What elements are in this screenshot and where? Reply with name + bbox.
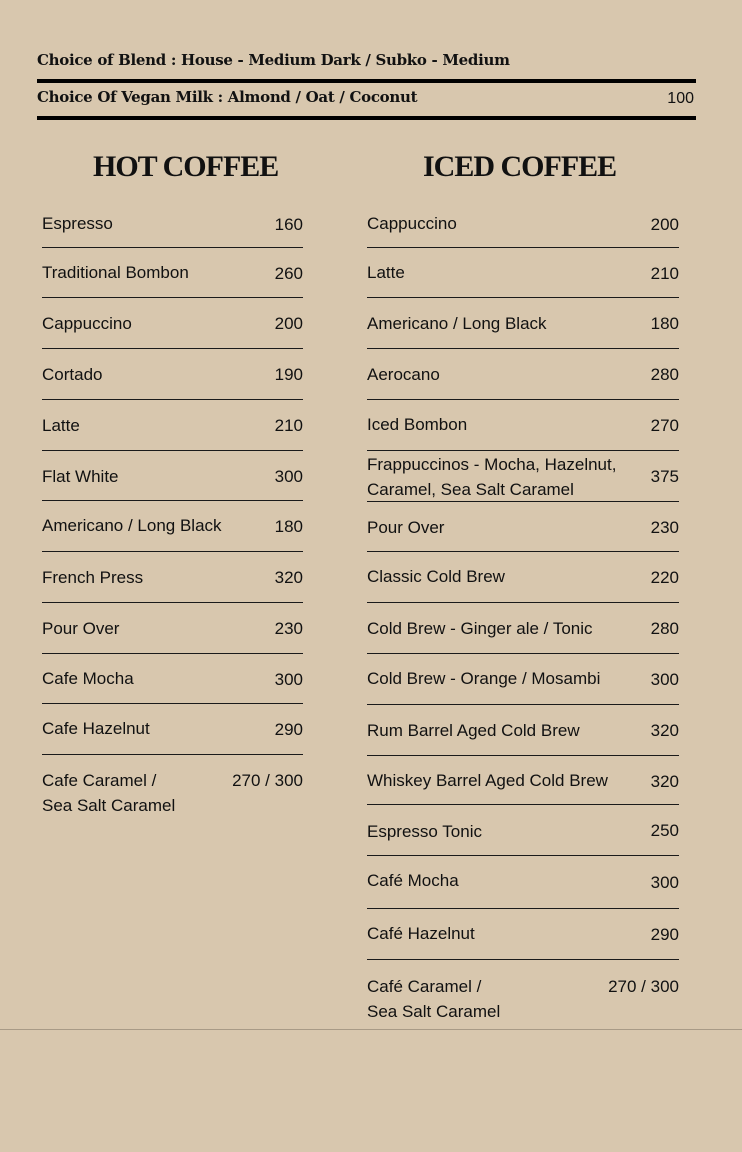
hot-coffee-list	[42, 199, 303, 815]
menu-item	[42, 755, 303, 815]
menu-item-price: 300	[274, 670, 303, 689]
menu-item-name: Cold Brew - Ginger ale / Tonic	[367, 619, 593, 638]
menu-item	[42, 552, 303, 603]
vegan-milk-row	[37, 88, 696, 106]
menu-item-name: Cortado	[42, 365, 103, 384]
menu-item	[42, 451, 303, 501]
menu-item	[367, 552, 679, 603]
menu-item-price: 290	[274, 720, 303, 739]
menu-item	[42, 704, 303, 755]
menu-item	[367, 756, 679, 805]
menu-item-name: Pour Over	[367, 518, 445, 537]
menu-item-price: 300	[650, 670, 679, 689]
menu-item-price: 250	[650, 821, 679, 840]
hot-coffee-title: HOT COFFEE	[93, 150, 279, 183]
menu-item	[367, 298, 679, 349]
menu-item-price: 270	[650, 416, 679, 435]
menu-item-name: Cold Brew - Orange / Mosambi	[367, 669, 601, 688]
menu-item	[42, 654, 303, 704]
iced-coffee-title: ICED COFFEE	[423, 150, 617, 183]
menu-item-price: 190	[274, 365, 303, 384]
menu-item	[42, 400, 303, 451]
menu-item-price: 270 / 300	[232, 771, 303, 790]
menu-item-price: 300	[650, 873, 679, 892]
menu-item-name: Espresso	[42, 214, 113, 233]
menu-item-price: 230	[274, 619, 303, 638]
menu-item-price: 300	[274, 467, 303, 486]
menu-item	[367, 603, 679, 654]
vegan-milk-text: Choice Of Vegan Milk : Almond / Oat / Coconut	[37, 88, 418, 106]
menu-item	[42, 199, 303, 248]
menu-item-price: 320	[274, 568, 303, 587]
menu-item-price: 320	[650, 721, 679, 740]
page-bottom-divider	[0, 1029, 742, 1030]
menu-item-name: Pour Over	[42, 619, 120, 638]
menu-item-name: Frappuccinos - Mocha, Hazelnut, Caramel, Sea Salt Caramel	[367, 455, 617, 499]
menu-item-name: Espresso Tonic	[367, 822, 482, 841]
menu-item-name: Rum Barrel Aged Cold Brew	[367, 721, 580, 740]
menu-item	[42, 298, 303, 349]
header-divider-top	[37, 79, 696, 83]
menu-item	[42, 501, 303, 552]
menu-item-price: 220	[650, 568, 679, 587]
menu-item-name: Latte	[42, 416, 80, 435]
menu-item	[367, 909, 679, 960]
menu-item	[367, 349, 679, 400]
menu-item-price: 200	[274, 314, 303, 333]
menu-item-name: Cappuccino	[367, 214, 457, 233]
menu-item-price: 180	[274, 517, 303, 536]
menu-item-name: Iced Bombon	[367, 415, 468, 434]
menu-item-name: Flat White	[42, 467, 119, 486]
menu-item-name: Whiskey Barrel Aged Cold Brew	[367, 771, 608, 790]
menu-item-price: 270 / 300	[608, 977, 679, 996]
menu-item	[367, 856, 679, 909]
menu-item-name: Latte	[367, 263, 405, 282]
header-divider-bottom	[37, 116, 696, 120]
menu-item	[367, 705, 679, 756]
menu-item-name: Classic Cold Brew	[367, 567, 505, 586]
menu-item-price: 210	[274, 416, 303, 435]
menu-item-price: 260	[274, 264, 303, 283]
menu-item	[367, 502, 679, 552]
menu-item-price: 290	[650, 925, 679, 944]
vegan-milk-price: 100	[667, 90, 694, 107]
menu-item-name: French Press	[42, 568, 144, 587]
menu-item	[367, 199, 679, 248]
menu-item	[367, 805, 679, 856]
menu-item	[367, 248, 679, 298]
menu-item-name: Cappuccino	[42, 314, 132, 333]
menu-item-price: 280	[650, 365, 679, 384]
menu-item-price: 280	[650, 619, 679, 638]
menu-item-price: 230	[650, 518, 679, 537]
menu-item	[42, 349, 303, 400]
menu-item-price: 180	[650, 314, 679, 333]
menu-item	[42, 603, 303, 654]
menu-item-name: Cafe Hazelnut	[42, 719, 150, 738]
menu-item-price: 320	[650, 772, 679, 791]
menu-item-price: 160	[274, 215, 303, 234]
menu-item-price: 375	[650, 467, 679, 486]
menu-item-name: Traditional Bombon	[42, 263, 189, 282]
menu-item-name: Café Hazelnut	[367, 924, 475, 943]
menu-item-name: Aerocano	[367, 365, 440, 384]
menu-item-name: Café Mocha	[367, 871, 459, 890]
menu-item	[367, 451, 679, 502]
menu-item-price: 210	[650, 264, 679, 283]
menu-item	[367, 654, 679, 705]
menu-item	[367, 400, 679, 451]
menu-item-price: 200	[650, 215, 679, 234]
menu-item-name: Café Caramel / Sea Salt Caramel	[367, 977, 501, 1021]
menu-item-name: Cafe Caramel / Sea Salt Caramel	[42, 771, 176, 815]
menu-item-name: Americano / Long Black	[367, 314, 547, 333]
menu-item	[367, 960, 679, 1026]
iced-coffee-list	[367, 199, 679, 1026]
menu-item-name: Americano / Long Black	[42, 516, 222, 535]
menu-item	[42, 248, 303, 298]
menu-item-name: Cafe Mocha	[42, 669, 134, 688]
blend-choice-text: Choice of Blend : House - Medium Dark / Subko - Medium	[37, 51, 510, 69]
